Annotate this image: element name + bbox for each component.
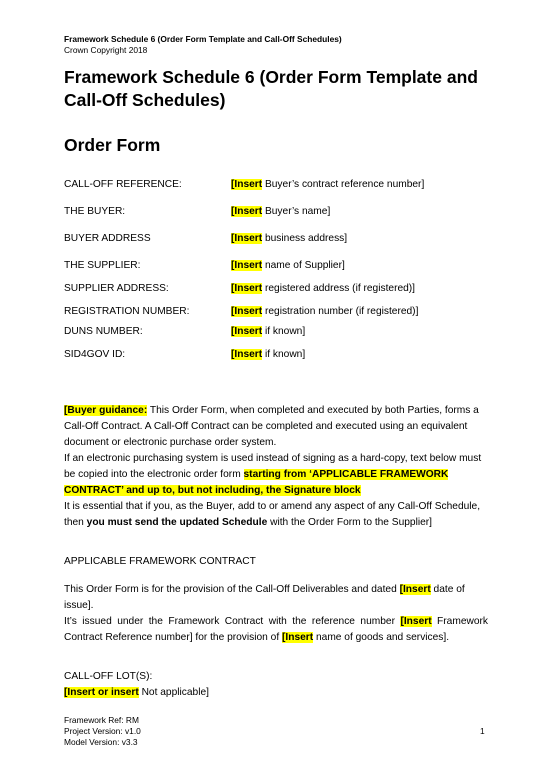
call-off-lots-heading: CALL-OFF LOT(S): xyxy=(64,671,153,682)
issued-text: It’s issued under the Framework Contract with the reference number xyxy=(64,616,401,627)
lots-text: Not applicable] xyxy=(138,687,209,698)
header-copyright: Crown Copyright 2018 xyxy=(64,45,148,55)
field-value-text: name of Supplier] xyxy=(262,260,345,271)
insert-tag: [Insert xyxy=(231,260,263,271)
insert-tag: [Insert xyxy=(231,206,263,217)
applicable-heading: APPLICABLE FRAMEWORK CONTRACT xyxy=(64,556,256,567)
field-value xyxy=(231,205,330,218)
provision-text: This Order Form is for the provision of the Call-Off Deliverables and dated xyxy=(64,584,400,595)
field-value xyxy=(231,232,347,245)
field-label: DUNS NUMBER: xyxy=(64,326,143,337)
page-number: 1 xyxy=(480,726,485,736)
provision-text-end: date of issue]. xyxy=(64,584,465,611)
field-value-text: Buyer’s contract reference number] xyxy=(262,179,425,190)
insert-tag: [Insert xyxy=(231,283,263,294)
field-value xyxy=(231,348,305,361)
insert-tag: [Insert xyxy=(399,584,431,595)
issued-text-mid: Framework Contract Reference number] for the provision of xyxy=(64,616,489,643)
insert-tag: [Insert xyxy=(231,349,263,360)
header-title: Framework Schedule 6 (Order Form Template and Call-Off Schedules) xyxy=(64,34,342,44)
insert-tag: [Insert xyxy=(231,306,263,317)
page-header xyxy=(64,34,342,56)
document-title: Framework Schedule 6 (Order Form Template and Call-Off Schedules) xyxy=(64,67,478,110)
electronic-text: If an electronic purchasing system is used instead of signing as a hard-copy, text below must be copied into the electronic order form xyxy=(64,453,482,480)
issued-text-end: name of goods and services]. xyxy=(313,632,450,643)
field-value xyxy=(231,178,424,191)
field-value xyxy=(231,259,345,272)
essential-text: It is essential that if you, as the Buyer, add to or amend any aspect of any Call-Off Schedule, then xyxy=(64,501,481,528)
provision-paragraph xyxy=(64,582,488,614)
field-value xyxy=(231,325,305,338)
essential-note xyxy=(64,499,488,531)
field-label: CALL-OFF REFERENCE: xyxy=(64,179,182,190)
electronic-note xyxy=(64,451,488,499)
footer-framework-ref: Framework Ref: RM xyxy=(64,715,139,725)
or-insert-tag: or insert xyxy=(95,687,139,698)
insert-tag: [Insert xyxy=(400,616,432,627)
electronic-highlight: starting from ‘APPLICABLE FRAMEWORK CONTRACT’ and up to, but not including, the Signature block xyxy=(64,469,449,496)
insert-tag: [Insert xyxy=(231,233,263,244)
field-value xyxy=(231,282,415,295)
guidance-tag: [Buyer guidance: xyxy=(64,405,148,416)
field-label: SUPPLIER ADDRESS: xyxy=(64,283,169,294)
essential-text-end: with the Order Form to the Supplier] xyxy=(267,517,433,528)
buyer-guidance xyxy=(64,403,488,451)
field-value-text: if known] xyxy=(262,349,306,360)
page-footer xyxy=(64,715,141,748)
guidance-text: This Order Form, when completed and executed by both Parties, forms a Call-Off Contract. A Call-Off Contract can be completed and executed using an equivalent document or electronic purchase order system. xyxy=(64,405,479,448)
field-value-text: if known] xyxy=(262,326,306,337)
insert-tag: [Insert xyxy=(231,179,263,190)
footer-project-version: Project Version: v1.0 xyxy=(64,726,141,736)
field-value-text: business address] xyxy=(262,233,348,244)
field-value-text: Buyer’s name] xyxy=(262,206,331,217)
field-label: THE SUPPLIER: xyxy=(64,260,141,271)
insert-tag: [Insert xyxy=(231,326,263,337)
field-label: SID4GOV ID: xyxy=(64,349,126,360)
field-value-text: registered address (if registered)] xyxy=(262,283,416,294)
field-value xyxy=(231,305,418,318)
field-label: BUYER ADDRESS xyxy=(64,233,151,244)
insert-tag: [Insert xyxy=(282,632,314,643)
essential-bold: you must send the updated Schedule xyxy=(86,517,268,528)
issued-paragraph xyxy=(64,614,488,646)
field-label: REGISTRATION NUMBER: xyxy=(64,306,190,317)
form-title: Order Form xyxy=(64,135,161,155)
field-value-text: registration number (if registered)] xyxy=(262,306,419,317)
call-off-lots-value xyxy=(64,685,488,701)
field-label: THE BUYER: xyxy=(64,206,126,217)
insert-tag: [Insert xyxy=(64,687,96,698)
footer-model-version: Model Version: v3.3 xyxy=(64,737,138,747)
